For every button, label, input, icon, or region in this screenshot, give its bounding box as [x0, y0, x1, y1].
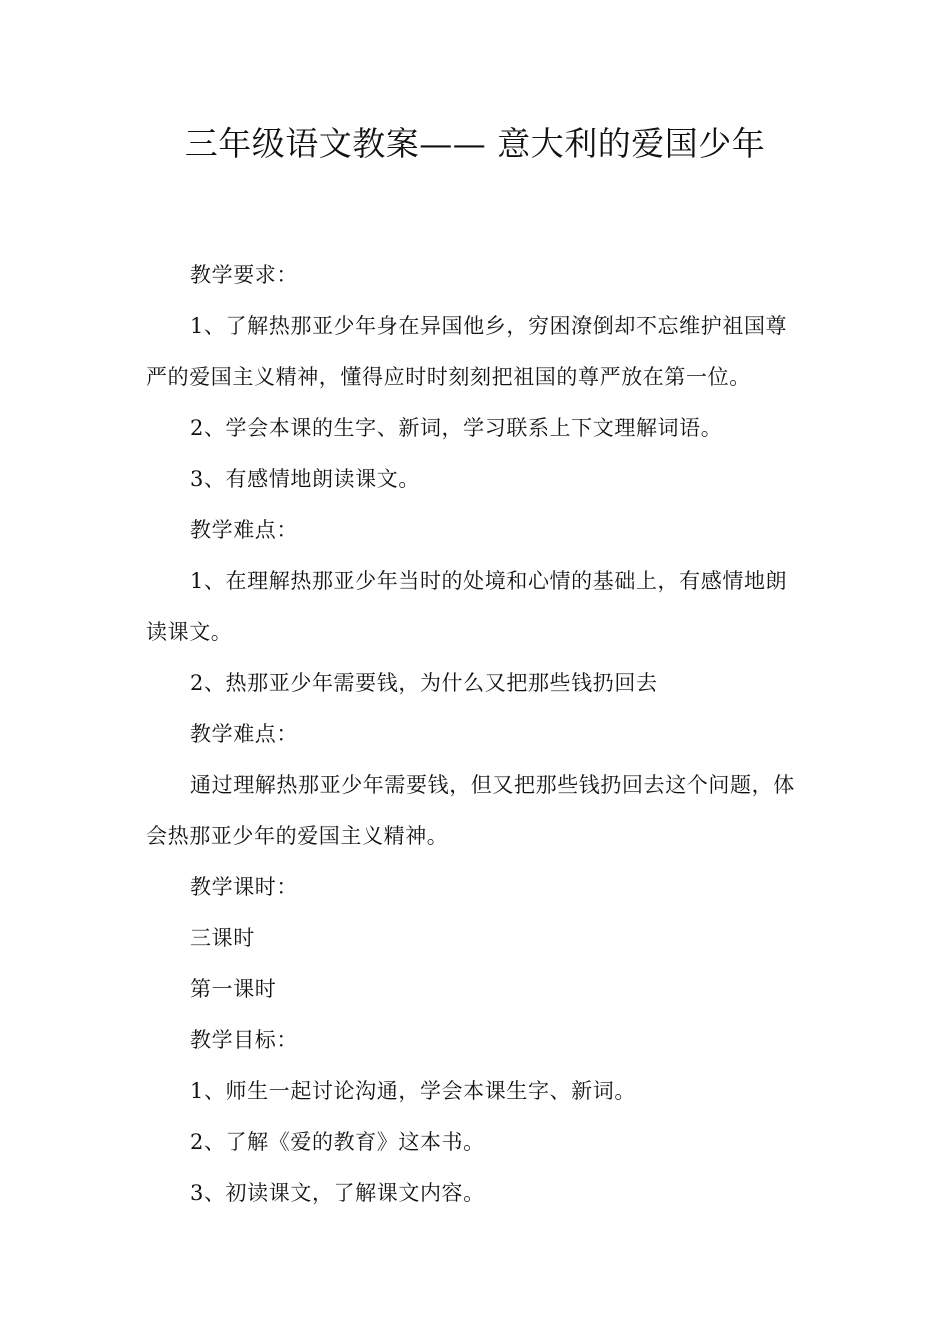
paragraph-requirement-1: 1、了解热那亚少年身在异国他乡，穷困潦倒却不忘维护祖国尊严的爱国主义精神，懂得应时时刻刻把祖国的尊严放在第一位。 [146, 314, 788, 389]
paragraph-requirement-2: 2、学会本课的生字、新词，学习联系上下文理解词语。 [190, 416, 723, 440]
paragraph-periods-heading: 教学课时： [190, 875, 298, 899]
paragraph-requirements-heading: 教学要求： [190, 263, 298, 287]
paragraph-periods-count: 三课时 [190, 926, 255, 950]
paragraph-goal-2: 2、了解《爱的教育》这本书。 [190, 1130, 485, 1154]
paragraph-difficulty-1: 1、在理解热那亚少年当时的处境和心情的基础上，有感情地朗读课文。 [146, 569, 788, 644]
paragraph-goal-3: 3、初读课文，了解课文内容。 [190, 1181, 485, 1205]
paragraph-difficulty-heading-2: 教学难点： [190, 722, 298, 746]
document-body [146, 250, 806, 1219]
paragraph-first-period: 第一课时 [190, 977, 277, 1001]
paragraph-difficulty-text: 通过理解热那亚少年需要钱，但又把那些钱扔回去这个问题，体会热那亚少年的爱国主义精神。 [146, 773, 795, 848]
paragraph-difficulty-2: 2、热那亚少年需要钱，为什么又把那些钱扔回去 [190, 671, 658, 695]
paragraph-goal-1: 1、师生一起讨论沟通，学会本课生字、新词。 [190, 1079, 636, 1103]
paragraph-difficulty-heading: 教学难点： [190, 518, 298, 542]
paragraph-requirement-3: 3、有感情地朗读课文。 [190, 467, 420, 491]
paragraph-goals-heading: 教学目标： [190, 1028, 298, 1052]
document-title: 三年级语文教案—— 意大利的爱国少年 [184, 124, 766, 163]
